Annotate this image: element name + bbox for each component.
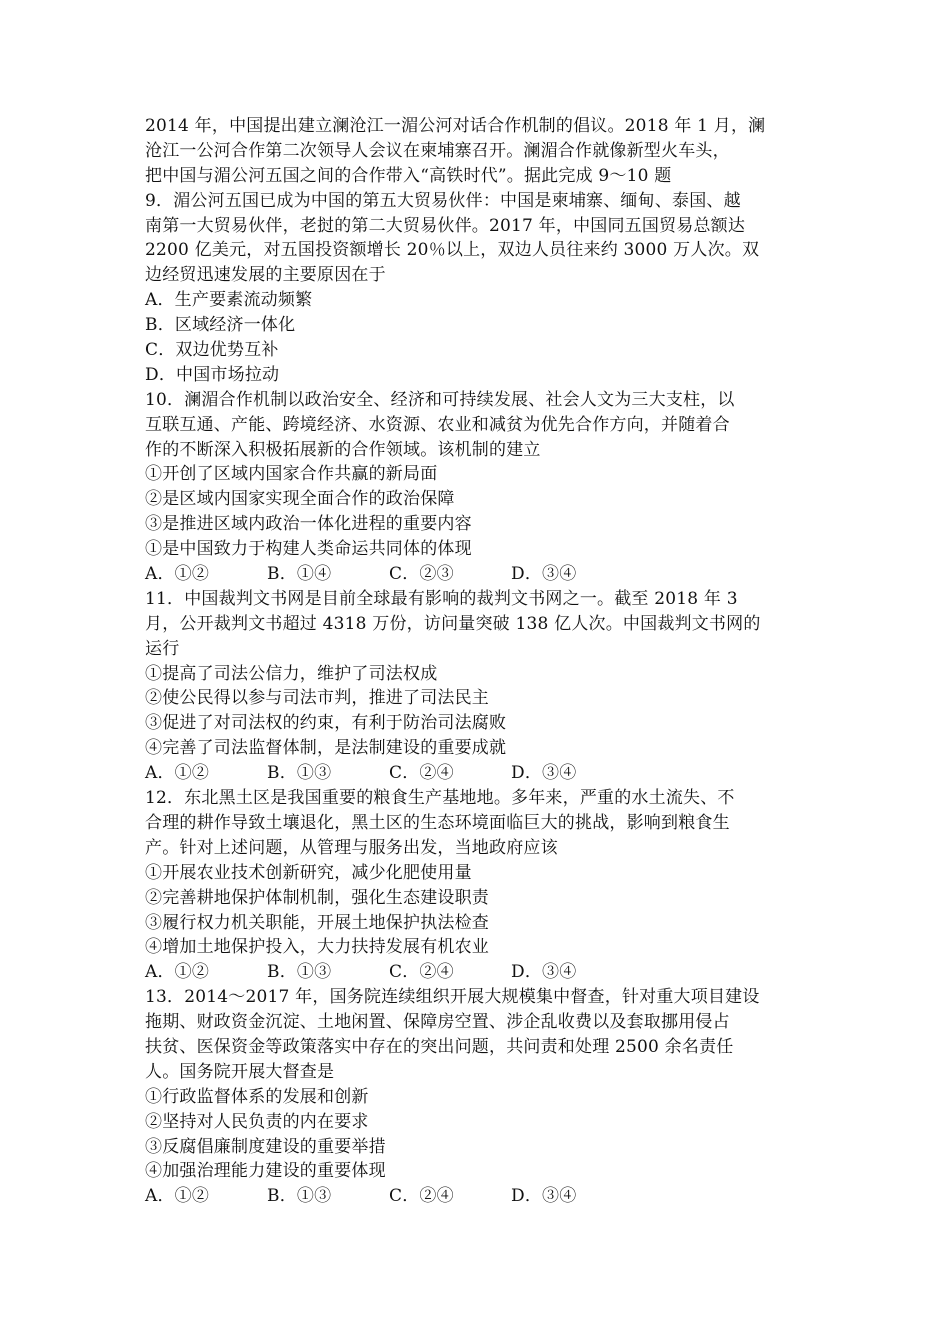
- question-10: [145, 388, 813, 587]
- options-row: [145, 960, 813, 985]
- question-stem-line: 合理的耕作导致土壤退化，黑土区的生态环境面临巨大的挑战，影响到粮食生: [145, 812, 730, 833]
- option-d: D．③④: [511, 1186, 577, 1207]
- question-stem-line: 12．东北黑土区是我国重要的粮食生产基地地。多年来，严重的水土流失、不: [145, 788, 735, 809]
- statement-item: ①提高了司法公信力，维护了司法权成: [145, 663, 438, 684]
- option-c: C．②③: [389, 564, 454, 585]
- question-stem-line: 扶贫、医保资金等政策落实中存在的突出问题，共问责和处理 2500 余名责任: [145, 1036, 734, 1057]
- question-stem-line: 作的不断深入积极拓展新的合作领域。该机制的建立: [145, 439, 541, 460]
- statement-item: ③促进了对司法权的约束，有利于防治司法腐败: [145, 713, 507, 734]
- option-b: B．①③: [267, 962, 332, 983]
- options-row: [145, 761, 813, 786]
- statement-item: ①开展农业技术创新研究，减少化肥使用量: [145, 862, 472, 883]
- question-stem-line: 人。国务院开展大督查是: [145, 1061, 335, 1082]
- question-13: [145, 985, 813, 1209]
- exam-content: [145, 114, 813, 1209]
- statement-item: ③反腐倡廉制度建设的重要举措: [145, 1136, 386, 1157]
- statement-item: ②完善耕地保护体制机制，强化生态建设职责: [145, 887, 489, 908]
- question-stem-line: 11．中国裁判文书网是目前全球最有影响的裁判文书网之一。截至 2018 年 3: [145, 588, 738, 609]
- question-11: [145, 587, 813, 786]
- question-stem-line: 10．澜湄合作机制以政治安全、经济和可持续发展、社会人文为三大支柱，以: [145, 389, 735, 410]
- statement-item: ④完善了司法监督体制，是法制建设的重要成就: [145, 738, 507, 759]
- statement-item: ①是中国致力于构建人类命运共同体的体现: [145, 539, 472, 560]
- question-9: [145, 189, 813, 388]
- intro-passage: [145, 114, 813, 189]
- option-d: D．③④: [511, 763, 577, 784]
- question-stem-line: 南第一大贸易伙伴，老挝的第二大贸易伙伴。2017 年，中国同五国贸易总额达: [145, 215, 746, 236]
- question-stem-line: 互联互通、产能、跨境经济、水资源、农业和减贫为优先合作方向，并随着合: [145, 414, 730, 435]
- statement-item: ②使公民得以参与司法市判，推进了司法民主: [145, 688, 489, 709]
- option-d: D．③④: [511, 962, 577, 983]
- option-a: A．①②: [145, 1186, 210, 1207]
- options-row: [145, 1184, 813, 1209]
- option-a: A．①②: [145, 564, 210, 585]
- question-stem-line: 13．2014～2017 年，国务院连续组织开展大规模集中督查，针对重大项目建设: [145, 987, 760, 1008]
- statement-item: ③是推进区域内政治一体化进程的重要内容: [145, 514, 472, 535]
- option-b: B．①③: [267, 763, 332, 784]
- option-a: A．①②: [145, 962, 210, 983]
- statement-item: ④加强治理能力建设的重要体现: [145, 1161, 386, 1182]
- answer-choice: A．生产要素流动频繁: [145, 290, 313, 311]
- option-b: B．①④: [267, 564, 332, 585]
- option-d: D．③④: [511, 564, 577, 585]
- answer-choice: D．中国市场拉动: [145, 364, 280, 385]
- question-stem-line: 运行: [145, 638, 180, 659]
- option-c: C．②④: [389, 763, 454, 784]
- statement-item: ③履行权力机关职能，开展土地保护执法检查: [145, 912, 489, 933]
- answer-choice: B．区域经济一体化: [145, 315, 296, 336]
- option-c: C．②④: [389, 1186, 454, 1207]
- intro-line: 把中国与湄公河五国之间的合作带入“高铁时代”。据此完成 9～10 题: [145, 165, 672, 186]
- intro-line: 沧江一公河合作第二次领导人会议在柬埔寨召开。澜湄合作就像新型火车头，: [145, 140, 730, 161]
- option-a: A．①②: [145, 763, 210, 784]
- option-b: B．①③: [267, 1186, 332, 1207]
- statement-item: ①开创了区域内国家合作共赢的新局面: [145, 464, 438, 485]
- question-12: [145, 786, 813, 985]
- statement-item: ②坚持对人民负责的内在要求: [145, 1111, 369, 1132]
- intro-line: 2014 年，中国提出建立澜沧江一湄公河对话合作机制的倡议。2018 年 1 月，澜: [145, 116, 766, 136]
- statement-item: ④增加土地保护投入，大力扶持发展有机农业: [145, 937, 489, 958]
- options-row: [145, 562, 813, 587]
- question-stem-line: 月，公开裁判文书超过 4318 万份，访问量突破 138 亿人次。中国裁判文书网的: [145, 613, 761, 634]
- question-stem-line: 拖期、财政资金沉淀、土地闲置、保障房空置、涉企乱收费以及套取挪用侵占: [145, 1012, 730, 1033]
- option-c: C．②④: [389, 962, 454, 983]
- question-stem-line: 边经贸迅速发展的主要原因在于: [145, 265, 386, 286]
- question-stem-line: 产。针对上述问题，从管理与服务出发，当地政府应该: [145, 837, 558, 858]
- question-stem-line: 9．湄公河五国已成为中国的第五大贸易伙伴：中国是柬埔寨、缅甸、泰国、越: [145, 190, 741, 211]
- statement-item: ②是区域内国家实现全面合作的政治保障: [145, 489, 455, 510]
- question-stem-line: 2200 亿美元，对五国投资额增长 20％以上，双边人员往来约 3000 万人次。双: [145, 240, 760, 261]
- answer-choice: C．双边优势互补: [145, 340, 279, 361]
- statement-item: ①行政监督体系的发展和创新: [145, 1086, 369, 1107]
